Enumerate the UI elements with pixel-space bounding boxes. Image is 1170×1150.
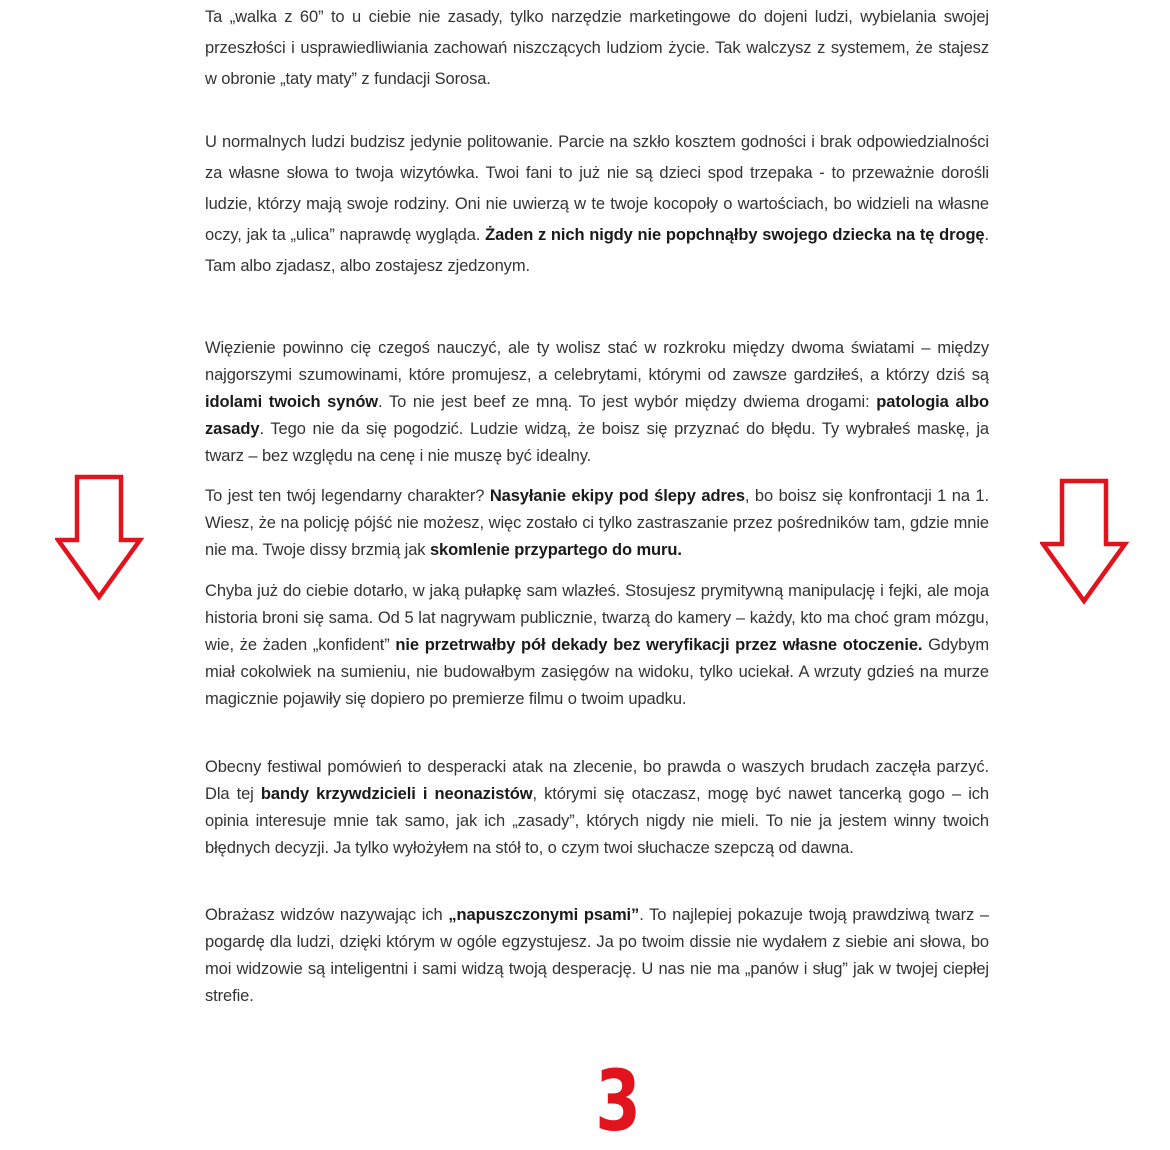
paragraph-2-bold: Żaden z nich nigdy nie popchnąłby swojego dziecka na tę drogę	[485, 226, 985, 244]
paragraph-5-text-2: Gdybym miał cokolwiek na sumieniu, nie budowałbym zasięgów na widoku, tylko uciekał. A wrzuty gdzieś na murze magicznie pojawiły się dopiero po premierze filmu o twoim upadku.	[205, 636, 989, 708]
paragraph-2	[205, 127, 989, 282]
paragraph-3-text-2: . To nie jest beef ze mną. To jest wybór między dwiema drogami:	[378, 393, 877, 411]
paragraph-4-text: To jest ten twój legendarny charakter?	[205, 487, 490, 505]
paragraph-7-text-2: . To najlepiej pokazuje twoją prawdziwą twarz – pogardę dla ludzi, dzięki którym w ogóle egzystujesz. Ja po twoim dissie nie wydałem z siebie ani słowa, bo moi widzowie są inteligentni i sami widzą twoją desperację. U nas nie ma „panów i sług” jak w twojej ciepłej strefie.	[205, 906, 989, 1005]
paragraph-7-text: Obrażasz widzów nazywając ich	[205, 906, 449, 924]
paragraph-6-bold: bandy krzywdzicieli i neonazistów	[260, 785, 533, 803]
paragraph-5	[205, 578, 989, 713]
paragraph-5-bold: nie przetrwałby pół dekady bez weryfikacji przez własne otoczenie.	[395, 636, 923, 654]
paragraph-3-bold-2: patologia albo zasady	[205, 393, 989, 438]
page-number: 3	[595, 1052, 641, 1150]
paragraph-6-text-2: , którymi się otaczasz, mogę być nawet tancerką gogo – ich opinia interesuje mnie tak samo, jak ich „zasady”, których nigdy nie mieli. To nie ja jestem winny twoich błędnych decyzji. Ja tylko wyłożyłem na stół to, o czym twoi słuchacze szepczą od dawna.	[205, 785, 989, 857]
paragraph-7-bold: „napuszczonymi psami”	[448, 906, 640, 924]
paragraph-3-text-3: . Tego nie da się pogodzić. Ludzie widzą, że boisz się przyznać do błędu. Ty wybrałeś maskę, ja twarz – bez względu na cenę i nie muszę być idealny.	[205, 420, 989, 465]
paragraph-4-bold-2: skomlenie przypartego do muru.	[429, 541, 682, 559]
paragraph-1-text: Ta „walka z 60” to u ciebie nie zasady, tylko narzędzie marketingowe do dojeni ludzi, wybielania swojej przeszłości i usprawiedliwiania zachowań niszczących ludziom życie. Tak walczysz z systemem, że stajesz w obronie „taty maty” z fundacji Sorosa.	[205, 8, 989, 88]
paragraph-3-bold-1: idolami twoich synów	[205, 393, 379, 411]
paragraph-3	[205, 335, 989, 470]
paragraph-5-text: Chyba już do ciebie dotarło, w jaką pułapkę sam wlazłeś. Stosujesz prymitywną manipulację i fejki, ale moja historia broni się sama. Od 5 lat nagrywam publicznie, twarzą do kamery – każdy, kto ma choć gram mózgu, wie, że żaden „konfident”	[205, 582, 989, 654]
paragraph-4-text-2: , bo boisz się konfrontacji 1 na 1. Wiesz, że na policję pójść nie możesz, więc zostało ci tylko zastraszanie przez pośredników tam, gdzie mnie nie ma. Twoje dissy brzmią jak	[205, 487, 989, 559]
paragraph-2-text-end: . Tam albo zjadasz, albo zostajesz zjedzonym.	[205, 226, 989, 275]
down-arrow-icon	[1040, 476, 1130, 606]
down-arrow-icon	[55, 472, 145, 602]
paragraph-6-text: Obecny festiwal pomówień to desperacki atak na zlecenie, bo prawda o waszych brudach zaczęła parzyć. Dla tej	[205, 758, 989, 803]
paragraph-4-bold-1: Nasyłanie ekipy pod ślepy adres	[489, 487, 745, 505]
paragraph-2-text: U normalnych ludzi budzisz jedynie politowanie. Parcie na szkło kosztem godności i brak odpowiedzialności za własne słowa to twoja wizytówka. Twoi fani to już nie są dzieci spod trzepaka - to przeważnie dorośli ludzie, którzy mają swoje rodziny. Oni nie uwierzą w te twoje kocopoły o wartościach, bo widzieli na własne oczy, jak ta „ulica” naprawdę wygląda.	[205, 133, 989, 244]
paragraph-6	[205, 754, 989, 862]
paragraph-4	[205, 483, 989, 564]
paragraph-7	[205, 902, 989, 1010]
paragraph-1	[205, 2, 989, 95]
paragraph-3-text: Więzienie powinno cię czegoś nauczyć, ale ty wolisz stać w rozkroku między dwoma światami – między najgorszymi szumowinami, które promujesz, a celebrytami, którymi od zawsze gardziłeś, a którzy dziś są	[205, 339, 989, 384]
